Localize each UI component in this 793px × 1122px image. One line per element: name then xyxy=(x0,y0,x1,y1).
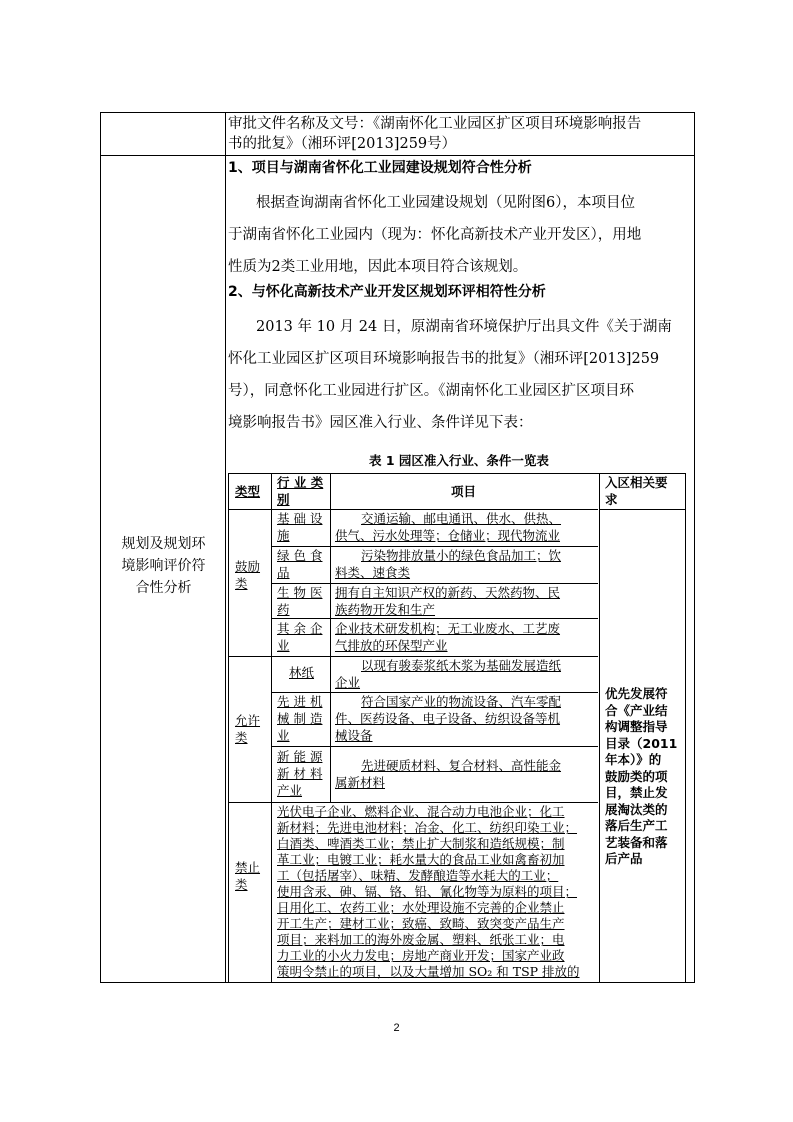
cell-line: 基 础 设 xyxy=(277,511,323,526)
section2-heading: 2、与怀化高新技术产业开发区规划环评相符性分析 xyxy=(228,284,546,300)
industry-cell xyxy=(277,693,322,744)
section1-heading: 1、项目与湖南省怀化工业园建设规划符合性分析 xyxy=(228,160,532,176)
table-title: 表 1 园区准入行业、条件一览表 xyxy=(369,453,549,468)
cell-line: 工（包括屠宰）、味精、发酵酿造等水耗大的工业； xyxy=(277,868,559,883)
forbid-content xyxy=(277,804,580,980)
row-line xyxy=(271,746,598,747)
cell-line: 策明令禁止的项目，以及大量增加 SO₂ 和 TSP 排放的 xyxy=(277,964,580,979)
industry-cell xyxy=(277,584,322,618)
industry-cell xyxy=(277,510,322,544)
cell-line: 鼓励类的项 xyxy=(605,768,668,784)
cell-line: 业 xyxy=(277,638,290,653)
type-label-line: 允许 xyxy=(235,713,261,728)
cell-line: 料类、速食类 xyxy=(335,565,411,580)
cell-line: 药 xyxy=(277,602,290,617)
header-req-line: 求 xyxy=(605,492,618,507)
type-label-line: 类 xyxy=(235,576,248,591)
cell-line: 革工业；电镀工业；耗水量大的食品工业如禽畜初加 xyxy=(277,852,565,867)
col-line xyxy=(599,474,600,982)
approval-doc-line1: 审批文件名称及文号：《湖南怀化工业园区扩区项目环境影响报告 xyxy=(228,116,642,132)
header-industry xyxy=(277,474,323,508)
cell-line: 艺装备和落 xyxy=(605,834,668,850)
type-label-line: 类 xyxy=(235,877,248,892)
paragraph-line: 怀化工业园区扩区项目环境影响报告书的批复》（湘环评[2013]259 xyxy=(228,351,660,367)
industry-cell xyxy=(289,664,314,681)
form-table xyxy=(100,112,695,983)
cell-line: 合《产业结 xyxy=(605,702,668,718)
cell-line: 目，禁止发 xyxy=(605,785,668,800)
paragraph-line: 号），同意怀化工业园进行扩区。《湖南怀化工业园区扩区项目环 xyxy=(228,383,634,399)
cell-line: 拥有自主知识产权的新药、天然药物、民 xyxy=(335,585,561,600)
paragraph-line: 性质为2类工业用地，因此本项目符合该规划。 xyxy=(228,259,528,275)
cell-line: 优先发展符 xyxy=(605,686,668,701)
row-line xyxy=(271,618,598,619)
cell-line: 林纸 xyxy=(289,665,315,680)
page-number: 2 xyxy=(393,1022,400,1034)
cell-line: 开工生产；建材工业；致癌、致畸、致突变产品生产 xyxy=(277,916,565,931)
project-cell xyxy=(335,620,560,654)
left-label-line: 合性分析 xyxy=(135,580,192,596)
requirement-cell xyxy=(605,686,677,868)
cell-line: 使用含汞、砷、镉、铬、铅、氰化物等为原料的项目； xyxy=(277,884,578,899)
type-label-line: 鼓励 xyxy=(235,559,261,574)
cell-line: 交通运输、邮电通讯、供水、供热、 xyxy=(361,511,562,526)
cell-line: 目录（2011 xyxy=(605,735,678,751)
header-industry-line: 别 xyxy=(277,492,290,507)
cell-line: 件、医药设备、电子设备、纺织设备等机 xyxy=(335,711,561,726)
col-line xyxy=(330,474,331,802)
row-line xyxy=(229,802,598,803)
cell-line: 企业技术研发机构；无工业废水、工艺废 xyxy=(335,621,561,636)
forbid-label xyxy=(235,859,260,893)
cell-line: 光伏电子企业、燃料企业、混合动力电池企业；化工 xyxy=(277,804,565,819)
paragraph-line: 于湖南省怀化工业园内（现为：怀化高新技术产业开发区），用地 xyxy=(228,227,642,243)
paragraph-line: 境影响报告书》园区准入行业、条件详见下表： xyxy=(228,415,533,431)
approval-doc-line2: 书的批复》（湘环评[2013]259号） xyxy=(228,136,457,152)
section2-paragraph xyxy=(228,311,691,439)
col-line xyxy=(271,474,272,982)
cell-line: 污染物排放量小的绿色食品加工；饮 xyxy=(361,548,562,563)
section1-paragraph xyxy=(228,187,691,283)
left-label-line: 规划及规划环 xyxy=(121,536,206,552)
industry-cell xyxy=(277,748,322,799)
project-cell xyxy=(335,510,561,544)
project-cell xyxy=(335,547,561,581)
header-req-line: 入区相关要 xyxy=(605,475,668,490)
header-requirement xyxy=(605,474,668,508)
project-cell xyxy=(335,693,561,744)
cell-line: 年本）》的 xyxy=(605,752,662,767)
cell-line: 符合国家产业的物流设备、汽车零配 xyxy=(361,694,562,709)
cell-line: 项目；来料加工的海外废金属、塑料、纸张工业；电 xyxy=(277,932,565,947)
type-label-line: 禁止 xyxy=(235,860,261,875)
cell-line: 构调整指导 xyxy=(605,719,668,734)
industry-cell xyxy=(277,547,322,581)
cell-line: 落后生产工 xyxy=(605,818,668,833)
header-project: 项目 xyxy=(451,484,477,499)
header-industry-line: 行 业 类 xyxy=(277,475,324,490)
cell-line: 力工业的小火力发电；房地产商业开发；国家产业政 xyxy=(277,948,565,963)
cell-line: 日用化工、农药工业；水处理设施不完善的企业禁止 xyxy=(277,900,565,915)
cell-line: 新材料；先进电池材料；冶金、化工、纺织印染工业； xyxy=(277,820,578,835)
paragraph-line: 2013 年 10 月 24 日，原湖南省环境保护厅出具文件《关于湖南 xyxy=(256,319,672,335)
allow-label xyxy=(235,712,260,746)
cell-line: 先 进 机 xyxy=(277,694,323,709)
paragraph-line: 根据查询湖南省怀化工业园建设规划（见附图6），本项目位 xyxy=(256,195,635,211)
cell-line: 后产品 xyxy=(605,851,643,866)
cell-line: 其 余 企 xyxy=(277,621,323,636)
cell-line: 产业 xyxy=(277,783,303,798)
header-type: 类型 xyxy=(235,484,261,499)
header-line xyxy=(599,509,685,510)
cell-line: 生 物 医 xyxy=(277,585,323,600)
cell-line: 气排放的环保型产业 xyxy=(335,638,448,653)
encourage-label xyxy=(235,558,260,592)
project-cell xyxy=(335,584,560,618)
cell-line: 施 xyxy=(277,528,290,543)
cell-line: 展淘汰类的 xyxy=(605,801,668,817)
project-cell xyxy=(335,757,561,791)
left-label xyxy=(101,533,226,599)
cell-line: 先进硬质材料、复合材料、高性能金 xyxy=(361,758,562,773)
cell-line: 绿 色 食 xyxy=(277,548,323,563)
cell-line: 以现有骏泰浆纸木浆为基础发展造纸 xyxy=(361,658,562,673)
cell-line: 械设备 xyxy=(335,728,373,743)
type-label-line: 类 xyxy=(235,730,248,745)
industry-cell xyxy=(277,620,322,654)
cell-line: 白酒类、啤酒类工业；禁止扩大制浆和造纸规模；制 xyxy=(277,836,565,851)
cell-line: 业 xyxy=(277,728,290,743)
cell-line: 供气、污水处理等；仓储业；现代物流业 xyxy=(335,528,561,543)
cell-line: 械 制 造 xyxy=(277,711,323,726)
cell-line: 新 能 源 xyxy=(277,749,323,764)
cell-line: 族药物开发和生产 xyxy=(335,602,436,617)
cell-line: 品 xyxy=(277,565,290,580)
industry-table xyxy=(228,473,686,983)
left-label-line: 境影响评价符 xyxy=(121,558,206,574)
project-cell xyxy=(335,657,561,691)
cell-line: 新 材 料 xyxy=(277,766,323,781)
cell-line: 企业 xyxy=(335,675,361,690)
cell-line: 属新材料 xyxy=(335,775,386,790)
